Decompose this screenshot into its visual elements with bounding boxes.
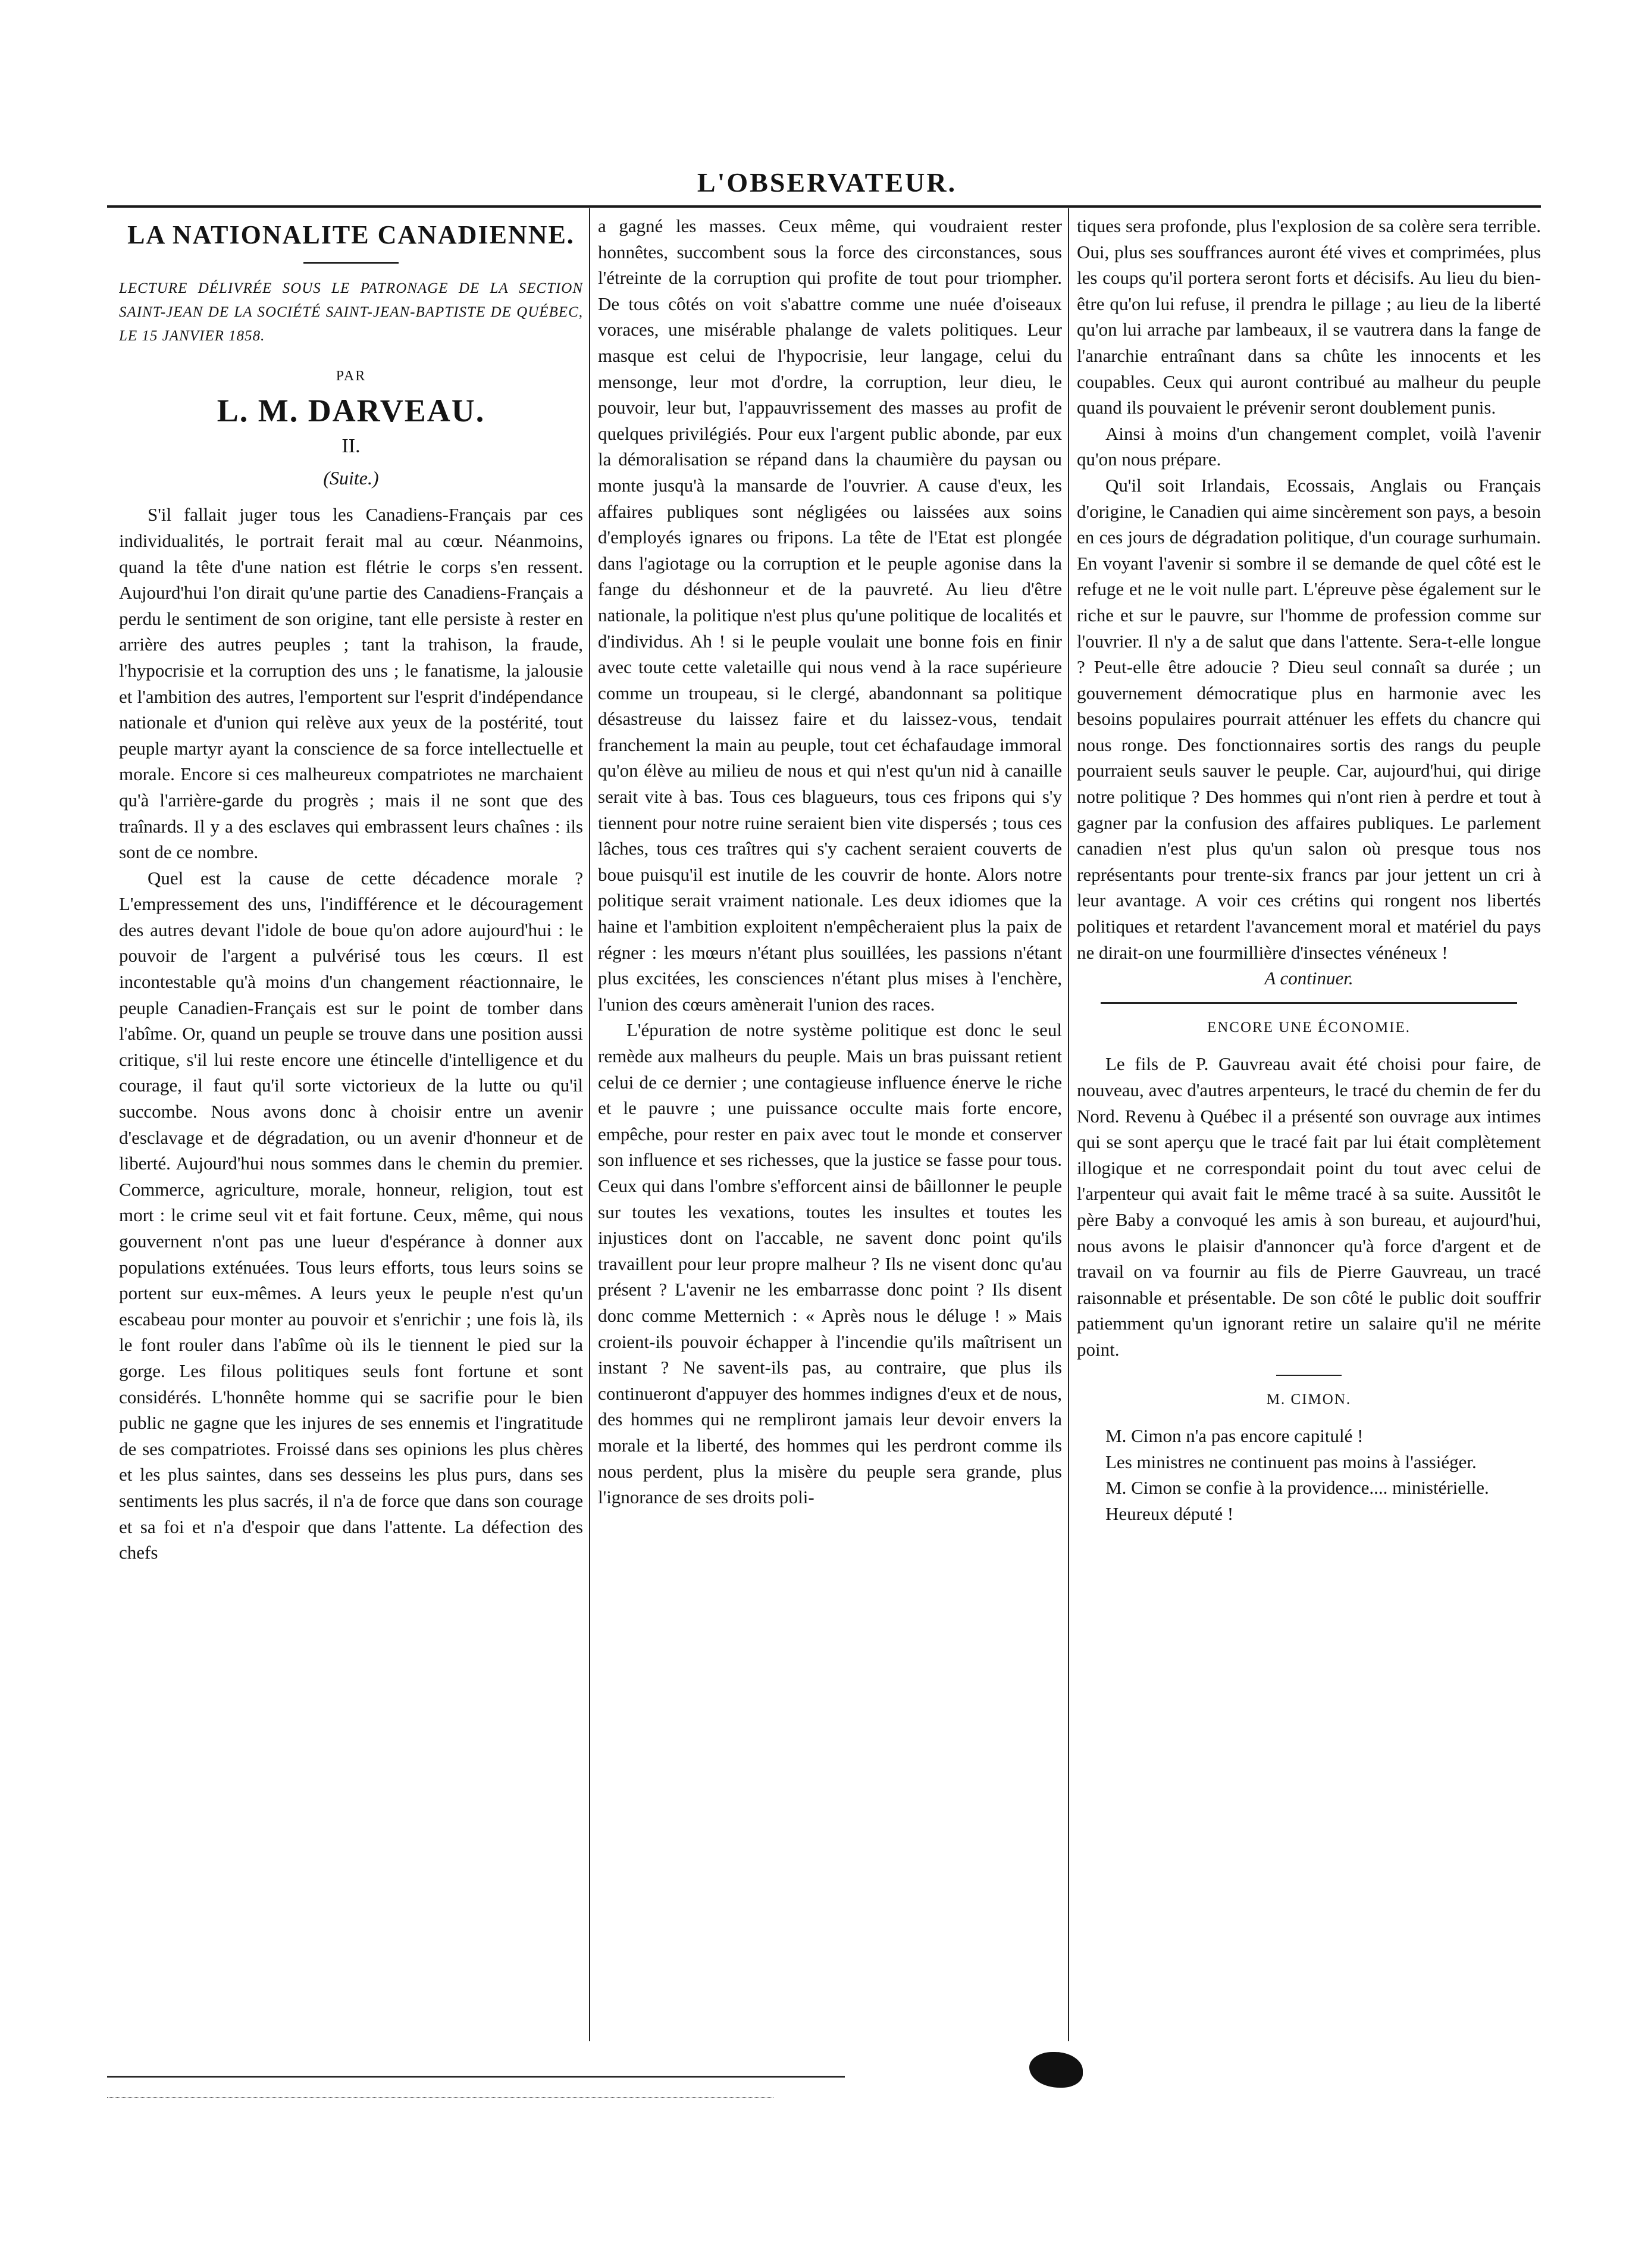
- ink-blot: [1029, 2052, 1083, 2088]
- cimon-line: M. Cimon n'a pas encore capitulé !: [1105, 1425, 1364, 1447]
- header-rule: [107, 205, 1541, 208]
- paragraph: tiques sera profonde, plus l'explosion de sa colère sera terrible. Oui, plus ses souffrances auront été vives et comprimées, plus les coups qu'il portera seront forts et décisifs. Au lieu du bien-être qu'on lui refuse, il prendra le pillage ; au lieu de la liberté qu'on lui arrache par lambeaux, il se vautrera dans la fange de l'anarchie entraînant dans sa chûte les innocents et les coupables. Ceux qui auront contribué au malheur du peuple quand ils pouvaient le prévenir seront doublement punis.: [1077, 215, 1541, 418]
- paragraph: Quel est la cause de cette décadence morale ? L'empressement des uns, l'indifférence et le découragement des autres devant l'idole de boue qu'on adore aujourd'hui : le pouvoir de l'argent a pulvérisé tous les cœurs. Il est incontestable qu'à moins d'un changement réactionnaire, le peuple Canadien-Français est sur le point de tomber dans l'abîme. Or, quand un peuple se trouve dans une position aussi critique, s'il lui reste encore une étincelle d'intelligence et du courage, il faut qu'il sorte victorieux de la lutte ou qu'il succombe. Nous avons donc à choisir entre un avenir d'esclavage et de dégradation, ou un avenir d'honneur et de liberté. Aujourd'hui nous sommes dans le chemin du premier. Commerce, agriculture, morale, honneur, religion, tout est mort : le crime seul vit et fait fortune. Ceux, même, qui nous gouvernent n'ont pas une lueur d'espérance à donner aux populations exténuées. Tous leurs efforts, tous leurs soins se portent sur eux-mêmes. A leurs yeux le peuple n'est qu'un escabeau pour monter au pouvoir et s'enrichir ; une fois là, ils le font rouler dans l'abîme où ils le tiennent le pied sur la gorge. Les filous politiques seuls font fortune et sont considérés. L'honnête homme qui se sacrifie pour le bien public ne gagne que les injures de ses ennemis et l'ingratitude de ses compatriotes. Froissé dans ses opinions les plus chères et les plus saintes, dans ses desseins les plus purs, dans ses sentiments les plus sacrés, il n'a de force que dans son courage et sa foi et n'a d'espoir que dans l'attente. La défection des chefs: [119, 867, 583, 1563]
- part-numeral: II.: [341, 435, 361, 458]
- cimon-line: Les ministres ne continuent pas moins à l'assiéger.: [1105, 1451, 1477, 1472]
- continuation-note: A continuer.: [1264, 968, 1354, 989]
- footer-rule: [107, 2097, 773, 2098]
- column-2: [598, 213, 1062, 2040]
- paragraph: a gagné les masses. Ceux même, qui voudraient rester honnêtes, succombent sous la force des circonstances, sous l'étreinte de la corruption qui profite de tout pour triompher. De tous côtés on voit s'abattre comme une nuée d'oiseaux voraces, une misérable phalange de valets politiques. Leur masque est celui de l'hypocrisie, leur langage, celui du mensonge, leur mot d'ordre, la corruption, leur dieu, le pouvoir, leur but, l'appauvrissement des masses au profit de quelques privilégiés. Pour eux l'argent public abonde, par eux la démoralisation se répand dans la chaumière du paysan ou monte jusqu'à la mansarde de l'ouvrier. A cause d'eux, les affaires publiques sont négligées ou laissées aux soins d'employés ignares ou fripons. La tête de l'Etat est plongée dans l'agiotage ou la corruption et le peuple agonise dans la fange du déshonneur et de la pauvreté. Au lieu d'être nationale, la politique n'est plus qu'une politique de localités et d'individus. Ah ! si le peuple voulait une bonne fois en finir avec toute cette valetaille qui nous vend à la race supérieure comme un troupeau, si le clergé, abandonnant sa politique désastreuse du laissez faire et du laissez-vous, tendait franchement la main au peuple, tout cet échafaudage immoral qu'on élève au milieu de nous et qui n'est qu'un nid à canaille serait vite à bas. Tous ces blagueurs, tous ces fripons qui s'y tiennent pour notre ruine seraient bien vite dispersés ; tous ces lâches, tous ces traîtres qui s'y cachent seraient couverts de boue puisqu'il est inutile de les couvrir de honte. Alors notre politique serait vraiment nationale. Les deux idiomes que la haine et l'ambition exploitent n'empêcheraient plus la paix de régner : les mœurs n'étant plus souillées, les passions n'étant plus excitées, les consciences n'étant plus mises à l'enchère, l'union des cœurs amènerait l'union des races.: [598, 215, 1062, 1015]
- byline-par: PAR: [336, 368, 366, 384]
- column-rule: [589, 208, 590, 2041]
- section-rule: [1101, 1002, 1517, 1004]
- article-title: LA NATIONALITE CANADIENNE.: [127, 220, 575, 249]
- footer-rule: [107, 2076, 845, 2078]
- column-1: [119, 213, 583, 2040]
- paragraph: S'il fallait juger tous les Canadiens-Français par ces individualités, le portrait ferait mal au cœur. Néanmoins, quand la tête d'une nation est flétrie le corps s'en ressent. Aujourd'hui l'on dirait qu'une partie des Canadiens-Français a perdu le sentiment de son origine, tant elle persiste à rester en arrière des autres peuples ; tant la trahison, la fraude, l'hypocrisie et la corruption des uns ; le fanatisme, la jalousie et l'ambition des autres, l'emportent sur l'esprit d'indépendance nationale et d'union qui relève aux yeux de la postérité, tout peuple martyr ayant la conscience de sa force intellectuelle et morale. Encore si ces malheureux compatriotes ne marchaient qu'à l'arrière-garde du progrès ; mais il ne sont que des traînards. Il y a des esclaves qui embrassent leurs chaînes : ils sont de ce nombre.: [119, 504, 583, 863]
- column-3: [1077, 213, 1541, 2040]
- paragraph: Le fils de P. Gauvreau avait été choisi pour faire, de nouveau, avec d'autres arpenteurs, le tracé du chemin de fer du Nord. Revenu à Québec il a présenté son ouvrage aux intimes qui se sont aperçu que le tracé fait par lui était complètement illogique et ne correspondait point du tout avec celui de l'arpenteur qui avait fait le même tracé à sa suite. Aussitôt le père Baby a convoqué les amis à son bureau, et aujourd'hui, nous avons le plaisir d'annoncer qu'à force d'argent et de travail on va fournir au fils de Pierre Gauvreau, un tracé raisonnable et présentable. De son côté le public doit souffrir patiemment qu'un ignorant retire un salaire qu'il ne mérite point.: [1077, 1053, 1541, 1360]
- cimon-line: Heureux député !: [1105, 1503, 1234, 1524]
- title-rule: [303, 262, 399, 264]
- cimon-heading: M. CIMON.: [1266, 1391, 1352, 1407]
- paragraph: Qu'il soit Irlandais, Ecossais, Anglais ou Français d'origine, le Canadien qui aime sincèrement son pays, a besoin en ces jours de dégradation politique, d'un courage surhumain. En voyant l'avenir si sombre il se demande de quel côté est le refuge et ne le voit nulle part. L'épreuve pèse également sur le riche et sur le pauvre, sur l'homme de profession comme sur l'ouvrier. Il n'y a de salut que dans l'attente. Sera-t-elle longue ? Peut-elle être adoucie ? Dieu seul connaît sa durée ; un gouvernement démocratique plus en harmonie avec les besoins populaires pourrait atténuer les effets du chancre qui nous ronge. Des fonctionnaires sortis des rangs du peuple pourraient seuls sauver le peuple. Car, aujourd'hui, qui dirige notre politique ? Des hommes qui n'ont rien à perdre et tout à gagner par la confusion des affaires publiques. Le parlement canadien n'est plus qu'un salon où presque tous nos représentants pour trente-six francs par jour jettent un cri à leur avantage. A voir ces crétins qui rongent nos libertés politiques et retardent l'avancement moral et matériel du pays ne dirait-on une fourmillière d'insectes vénéneux !: [1077, 474, 1541, 963]
- cimon-line: M. Cimon se confie à la providence.... ministérielle.: [1105, 1477, 1489, 1499]
- section-rule: [1276, 1375, 1342, 1376]
- paragraph: L'épuration de notre système politique est donc le seul remède aux malheurs du peuple. Mais un bras puissant retient celui de ce dernier ; une contagieuse influence énerve le riche et le pauvre ; une puissance occulte mais forte encore, empêche, pour rester en paix avec tout le monde et conserver son influence et ses richesses, que la justice se fasse pour tous. Ceux qui dans l'ombre s'efforcent ainsi de bâillonner le peuple sur toutes les vexations, toutes les insultes et toutes les injustices dont on l'accable, ne savent donc point qu'ils travaillent pour leur propre malheur ? Ils ne visent donc qu'au présent ? L'avenir ne les embarrasse donc point ? Ils disent donc comme Metternich : « Après nous le déluge ! » Mais croient-ils pouvoir échapper à l'incendie qu'ils maîtrisent un instant ? Ne savent-ils pas, au contraire, que plus ils continueront d'appuyer des hommes indignes d'eux et de nous, des hommes qui ne rempliront jamais leur devoir envers la morale et la liberté, des hommes qui les perdront comme ils nous perdent, plus la misère du peuple sera grande, plus l'ignorance de ses droits poli-: [598, 1019, 1062, 1508]
- paragraph: Ainsi à moins d'un changement complet, voilà l'avenir qu'on nous prépare.: [1077, 423, 1541, 470]
- economie-heading: ENCORE UNE ÉCONOMIE.: [1207, 1019, 1411, 1036]
- column-rule: [1068, 208, 1069, 2041]
- article-subtitle: LECTURE DÉLIVRÉE SOUS LE PATRONAGE DE LA SECTION SAINT-JEAN DE LA SOCIÉTÉ SAINT-JEAN-BAPTISTE DE QUÉBEC, LE 15 JANVIER 1858.: [119, 280, 583, 344]
- article-author: L. M. DARVEAU.: [217, 392, 485, 428]
- masthead: L'OBSERVATEUR.: [697, 167, 957, 198]
- suite-label: (Suite.): [323, 467, 379, 489]
